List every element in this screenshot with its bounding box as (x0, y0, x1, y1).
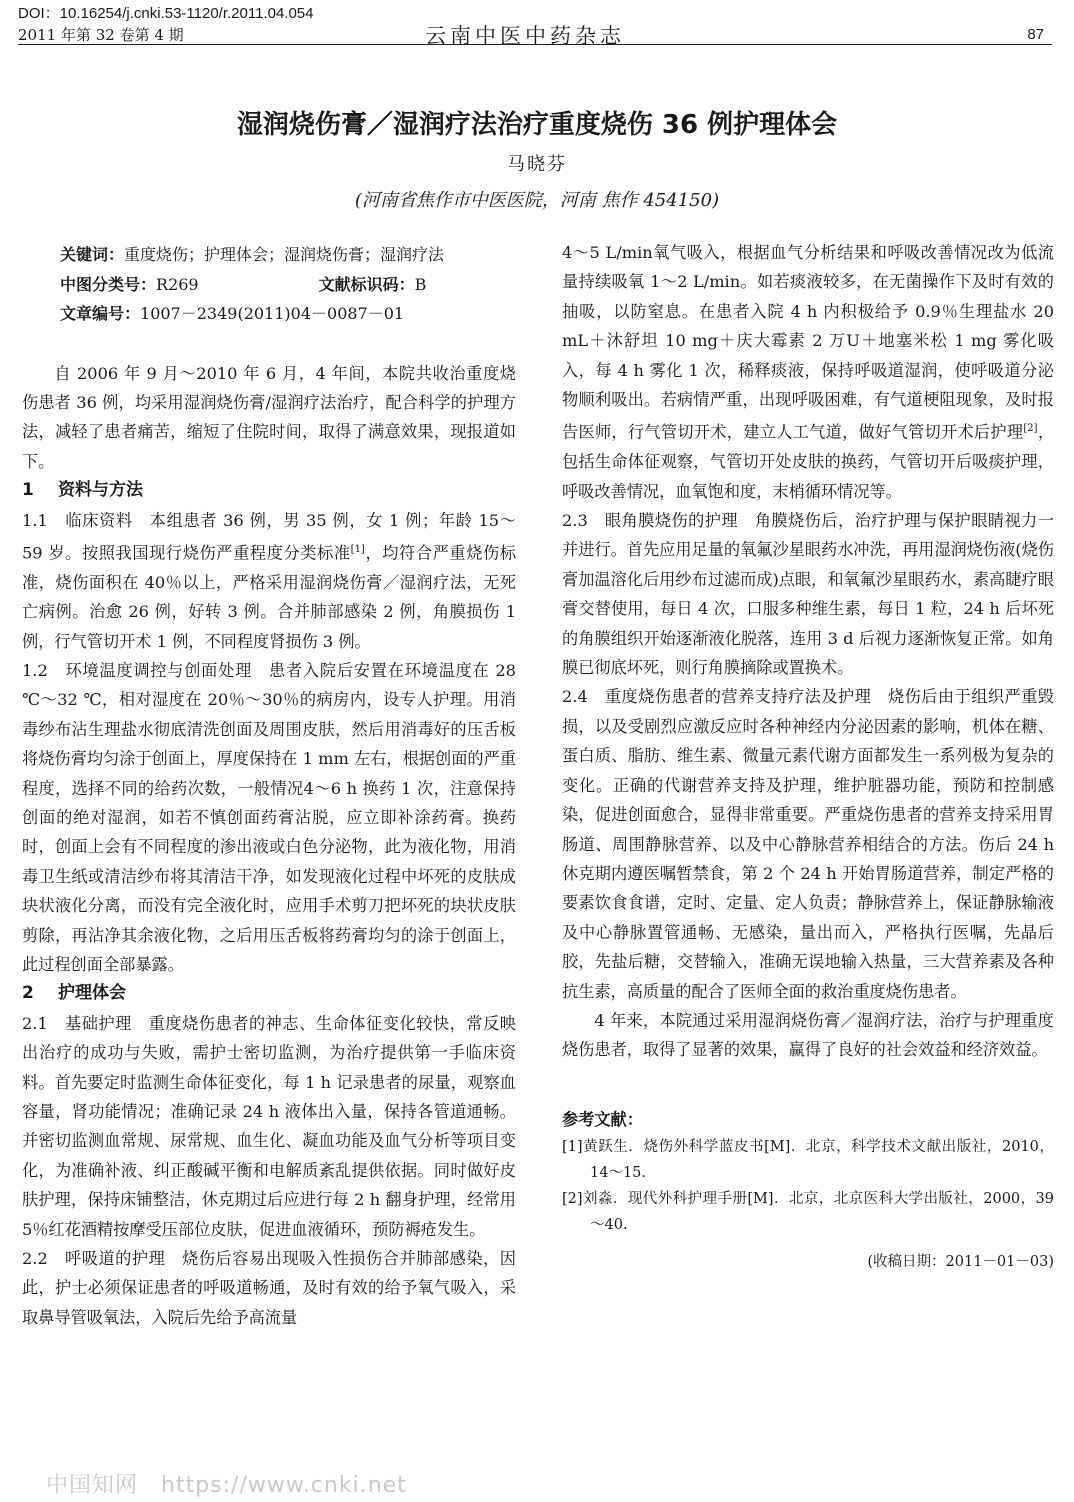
conclusion-paragraph: 4 年来，本院通过采用湿润烧伤膏／湿润疗法，治疗与护理重度烧伤患者，取得了显著的效果，赢得了良好的社会效益和经济效益。 (562, 1010, 1054, 1060)
received-date: (收稿日期：2011－01－03) (867, 1254, 1054, 1271)
article-title: 湿润烧伤膏／湿润疗法治疗重度烧伤 36 例护理体会 (236, 110, 838, 140)
clc-label: 中图分类号： (60, 274, 157, 294)
keywords-line (22, 240, 516, 270)
keywords-label: 关键词： (60, 245, 125, 264)
article-number-line (22, 299, 516, 329)
section-2-number: 2 (22, 983, 34, 1004)
section-2-4: 2.4 重度烧伤患者的营养支持疗法及护理 烧伤后由于组织严重毁损，以及受剧烈应激反应时各种神经内分泌因素的影响，机体在糖、蛋白质、脂肪、维生素、微量元素代谢方面都发生一系列极为复杂的变化。正确的代谢营养支持及护理，维护脏器功能，预防和控制感染，促进创面愈合，显得非常重要。严重烧伤患者的营养支持采用胃肠道、周围静脉营养、以及中心静脉营养相结合的方法。伤后 24 h 休克期内遵医嘱暂禁食，第 2 个 24 h 开始胃肠道营养，制定严格的要素饮食食谱，定时、定量、定人负责；静脉营养上，保证静脉输液及中心静脉置管通畅、无感染，量出而入，严格执行医嘱，先晶后胶，先盐后糖，交替输入，准确无误地输入热量，三大营养素及各种抗生素，高质量的配合了医师全面的救治重度烧伤患者。 (562, 687, 1054, 1001)
issue-info: 2011 年第 32 卷第 4 期 (18, 26, 184, 44)
section-1-title: 资料与方法 (58, 480, 143, 501)
section-2-2-continued: 4～5 L/min氧气吸入，根据血气分析结果和呼吸改善情况改为低流量持续吸氧 1～2 L/min。如若痰液较多，在无菌操作下及时有效的抽吸，以防窒息。在患者入院 4 h 内积极给予 0.9％生理盐水 20 mL＋沐舒坦 10 mg＋庆大霉素 2 万U＋地塞米松 1 mg 雾化吸入，每 4 h 雾化 1 次，稀释痰液，保持呼吸道湿润，使呼吸道分泌物顺利吸出。若病情严重，出现呼吸困难，有气道梗阻现象，及时报告医师，行气管切开术，建立人工气道，做好气管切开术后护理[2]，包括生命体征观察，气管切开处皮肤的换药，气管切开后吸痰护理，呼吸改善情况，血氧饱和度，末梢循环情况等。 (562, 243, 1055, 501)
section-2-1: 2.1 基础护理 重度烧伤患者的神志、生命体征变化较快，常反映出治疗的成功与失败，需护士密切监测，为治疗提供第一手临床资料。首先要定时监测生命体征变化，每 1 h 记录患者的尿量，观察血容量，肾功能情况；准确记录 24 h 液体出入量，保持各管道通畅。并密切监测血常规、尿常规、血生化、凝血功能及血气分析等项目变化，为准确补液、纠正酸碱平衡和电解质紊乱提供依据。同时做好皮肤护理，保持床铺整洁，休克期过后应进行每 2 h 翻身护理，经常用 5％红花酒精按摩受压部位皮肤，促进血液循环，预防褥疮发生。 (22, 1013, 516, 1239)
section-1-2: 1.2 环境温度调控与创面处理 患者入院后安置在环境温度在 28 ℃～32 ℃，相对湿度在 20％～30％的病房内，设专人护理。用消毒纱布沾生理盐水彻底清洗创面及周围皮肤，然后用消毒好的压舌板将烧伤膏均匀涂于创面上，厚度保持在 1 mm 左右，根据创面的严重程度，选择不同的给药次数，一般情况4～6 h 换药 1 次，注意保持创面的绝对湿润，如若不慎创面药膏沾脱，应立即补涂药膏。换药时，创面上会有不同程度的渗出液或白色分泌物，此为液化物，用消毒卫生纸或清洁纱布将其清洁干净，如发现液化过程中坏死的皮肤成块状液化分离，而没有完全液化时，应用手术剪刀把坏死的块状皮肤剪除，再沾净其余液化物，之后用压舌板将药膏均匀的涂于创面上，此过程创面全部暴露。 (22, 660, 516, 975)
article-author: 马晓芬 (507, 154, 567, 175)
intro-paragraph: 自 2006 年 9 月～2010 年 6 月，4 年间，本院共收治重度烧伤患者 36 例，均采用湿润烧伤膏/湿润疗法治疗，配合科学的护理方法，减轻了患者痛苦，缩短了住院时间，取得了满意效果，现报道如下。 (22, 363, 516, 471)
doi-line: DOI：10.16254/j.cnki.53-1120/r.2011.04.054 (18, 5, 314, 22)
section-1-number: 1 (22, 480, 34, 501)
reference-item: [1]黄跃生．烧伤外科学蓝皮书[M]．北京，科学技术文献出版社，2010，14～15. (562, 1139, 1054, 1182)
section-1-heading (22, 476, 516, 505)
clc-code: R269 (156, 274, 199, 294)
section-2-3: 2.3 眼角膜烧伤的护理 角膜烧伤后，治疗护理与保护眼睛视力一并进行。首先应用足量的氧氟沙星眼药水冲洗，再用湿润烧伤液(烧伤膏加温溶化后用纱布过滤而成)点眼，和氧氟沙星眼药水，素高睫疗眼膏交替使用，每日 4 次，口服多种维生素，每日 1 粒，24 h 后坏死的角膜组织开始逐渐液化脱落，连用 3 d 后视力逐渐恢复正常。如角膜已彻底坏死，则行角膜摘除或置换术。 (562, 511, 1054, 678)
section-2-2: 2.2 呼吸道的护理 烧伤后容易出现吸入性损伤合并肺部感染，因此，护士必须保证患者的呼吸道畅通，及时有效的给予氧气吸入，采取鼻导管吸氧法，入院后先给予高流量 (22, 1249, 516, 1327)
reference-item: [2]刘淼．现代外科护理手册[M]．北京，北京医科大学出版社，2000，39～40. (562, 1191, 1054, 1234)
journal-name: 云南中医中药杂志 (425, 24, 625, 48)
page-number: 87 (1027, 26, 1044, 43)
doc-code: B (414, 274, 427, 294)
keywords: 重度烧伤；护理体会；湿润烧伤膏；湿润疗法 (124, 245, 445, 264)
article-no: 1007－2349(2011)04－0087－01 (140, 304, 405, 323)
left-column (22, 240, 516, 1332)
section-2-heading (22, 979, 516, 1008)
doc-code-label: 文献标识码： (318, 274, 415, 294)
section-1-1: 1.1 临床资料 本组患者 36 例，男 35 例，女 1 例；年龄 15～59 岁。按照我国现行烧伤严重程度分类标准[1]，均符合严重烧伤标准，烧伤面积在 40％以上，严格采用湿润烧伤膏／湿润疗法，无死亡病例。治愈 26 例，好转 3 例。合并肺部感染 2 例，角膜损伤 1 例，行气管切开术 1 例，不同程度肾损伤 3 例。 (22, 510, 516, 651)
section-2-title: 护理体会 (58, 983, 126, 1004)
citation-2: [2] (1023, 423, 1038, 435)
article-affiliation: (河南省焦作市中医医院，河南 焦作 454150) (354, 190, 720, 211)
article-no-label: 文章编号： (60, 304, 141, 323)
classification-line (22, 270, 516, 300)
citation-1: [1] (350, 543, 365, 555)
right-column (562, 238, 1054, 1278)
references-title: 参考文献： (562, 1109, 643, 1129)
cnki-watermark: 中国知网 https://www.cnki.net (46, 1473, 407, 1498)
header-rule (18, 44, 1052, 45)
